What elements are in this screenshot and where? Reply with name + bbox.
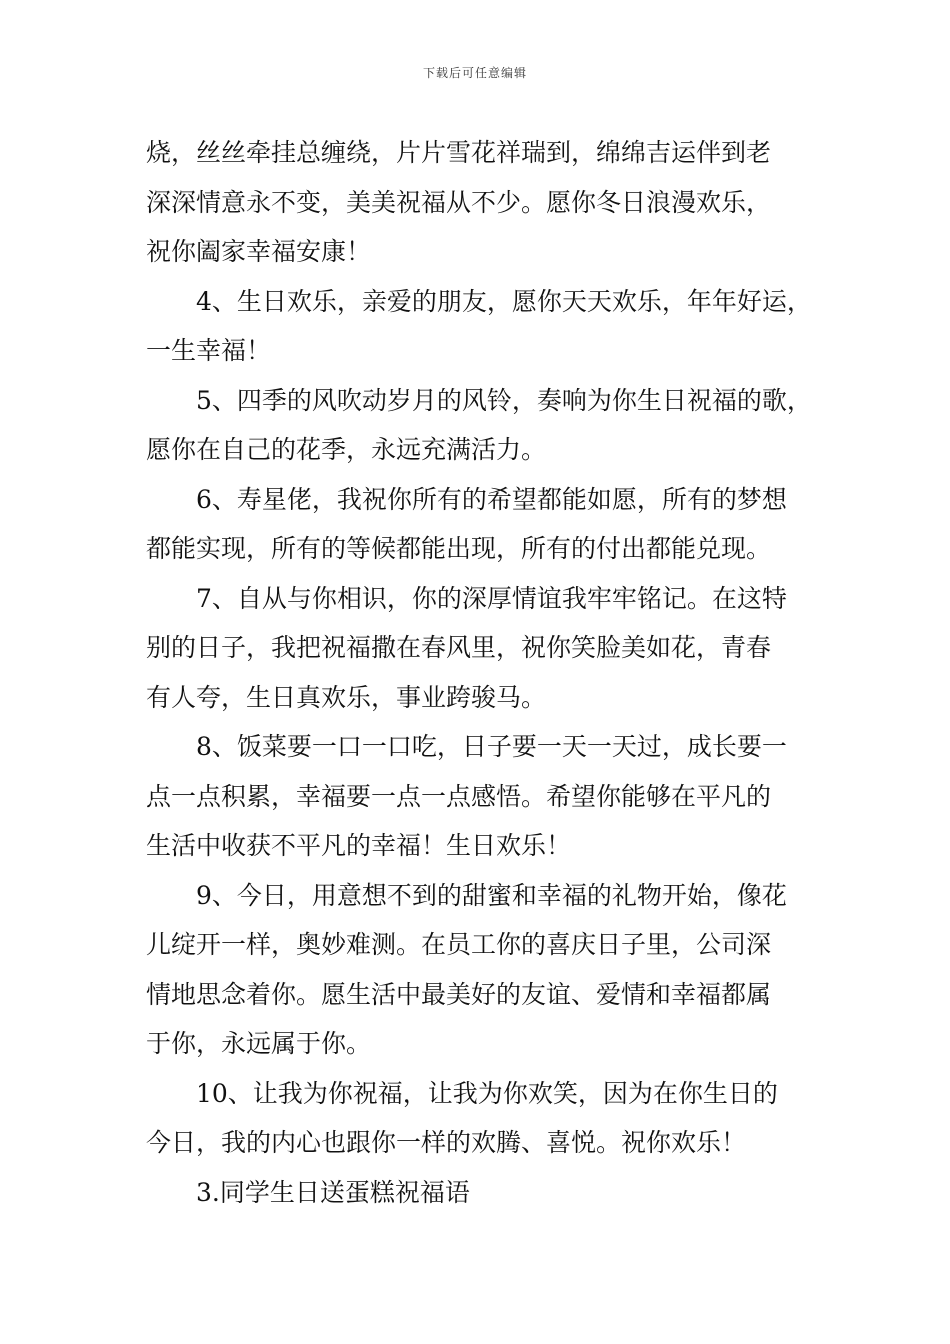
text-line: 7、自从与你相识，你的深厚情谊我牢牢铭记。在这特 xyxy=(196,583,787,613)
text-line: 深深情意永不变，美美祝福从不少。愿你冬日浪漫欢乐， xyxy=(146,187,772,217)
text-line: 8、饭菜要一口一口吃，日子要一天一天过，成长要一 xyxy=(196,732,787,761)
text-line: 都能实现，所有的等候都能出现，所有的付出都能兑现。 xyxy=(146,534,772,563)
text-line: 5、四季的风吹动岁月的风铃，奏响为你生日祝福的歌， xyxy=(196,385,812,415)
paragraph xyxy=(146,475,826,574)
paragraph xyxy=(146,574,826,723)
text-line: 于你，永远属于你。 xyxy=(146,1029,372,1058)
paragraph xyxy=(146,722,826,871)
text-line: 烧，丝丝牵挂总缠绕，片片雪花祥瑞到，绵绵吉运伴到老 xyxy=(146,138,772,167)
text-line: 生活中收获不平凡的幸福！生日欢乐！ xyxy=(146,831,572,860)
text-line: 3.同学生日送蛋糕祝福语 xyxy=(196,1177,470,1207)
text-line: 点一点积累，幸福要一点一点感悟。希望你能够在平凡的 xyxy=(146,781,772,811)
page-header: 下载后可任意编辑 xyxy=(422,66,527,80)
paragraph xyxy=(146,1069,826,1168)
section-heading xyxy=(146,1168,826,1218)
text-line: 一生幸福！ xyxy=(146,336,272,365)
paragraph xyxy=(146,376,826,475)
document-body xyxy=(146,128,826,1217)
text-line: 别的日子，我把祝福撒在春风里，祝你笑脸美如花，青春 xyxy=(146,633,772,662)
text-line: 9、今日，用意想不到的甜蜜和幸福的礼物开始，像花 xyxy=(196,880,787,910)
text-line: 情地思念着你。愿生活中最美好的友谊、爱情和幸福都属 xyxy=(146,979,772,1009)
text-line: 6、寿星佬，我祝你所有的希望都能如愿，所有的梦想 xyxy=(196,484,787,514)
text-line: 愿你在自己的花季，永远充满活力。 xyxy=(146,435,547,464)
text-line: 10、让我为你祝福，让我为你欢笑，因为在你生日的 xyxy=(196,1078,778,1108)
paragraph xyxy=(146,277,826,376)
paragraph xyxy=(146,128,826,277)
text-line: 4、生日欢乐，亲爱的朋友，愿你天天欢乐，年年好运， xyxy=(196,286,812,316)
paragraph xyxy=(146,871,826,1069)
text-line: 儿绽开一样，奥妙难测。在员工你的喜庆日子里，公司深 xyxy=(146,930,772,959)
text-line: 有人夸，生日真欢乐，事业跨骏马。 xyxy=(146,682,547,712)
text-line: 今日，我的内心也跟你一样的欢腾、喜悦。祝你欢乐！ xyxy=(146,1128,747,1157)
text-line: 祝你阖家幸福安康！ xyxy=(146,237,372,266)
